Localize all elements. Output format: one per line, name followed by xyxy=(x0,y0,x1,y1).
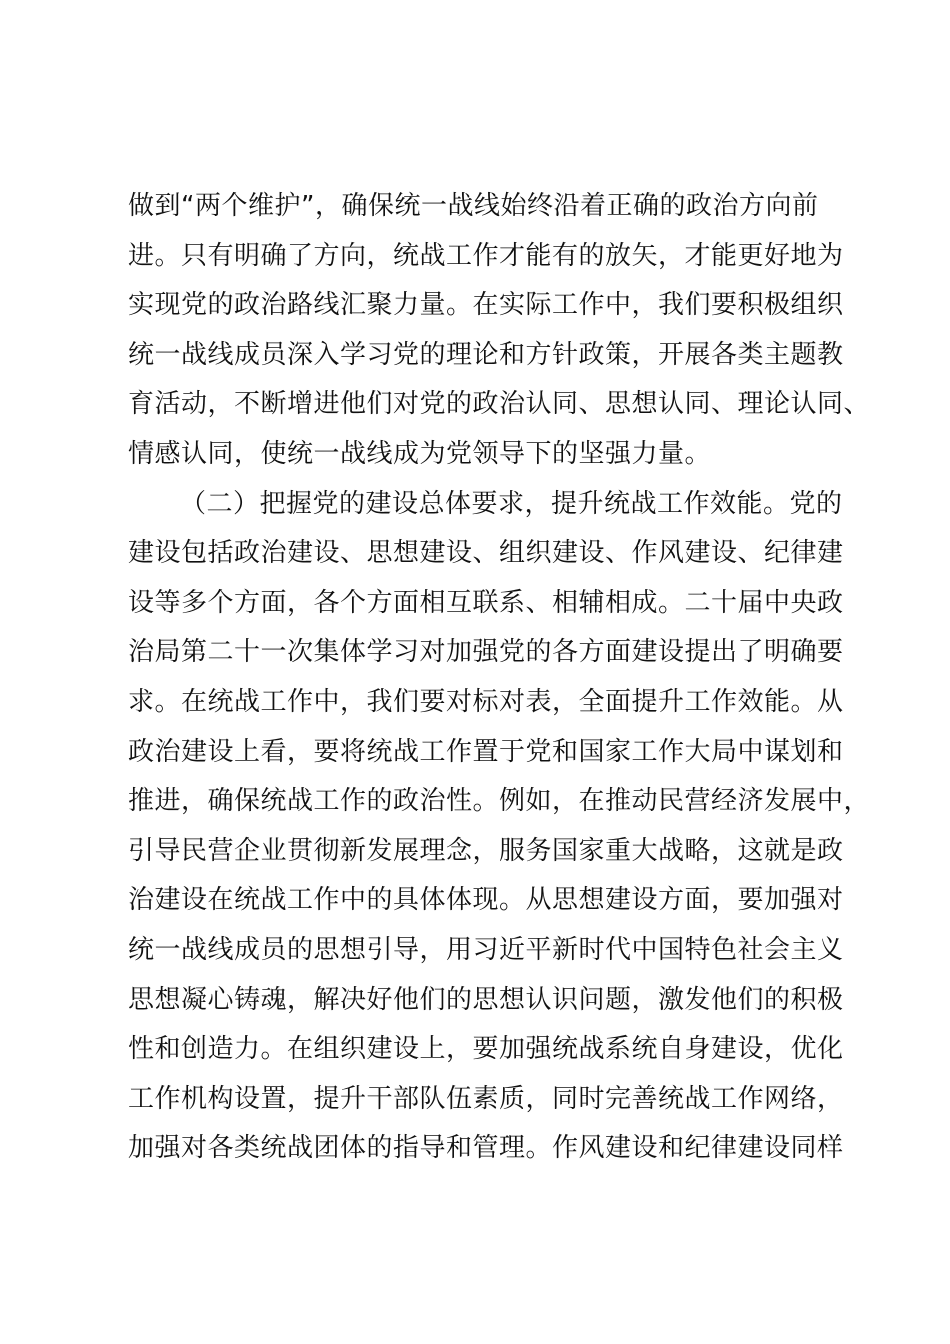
text-line: 性和创造力。在组织建设上，要加强统战系统自身建设，优化 xyxy=(128,1034,844,1065)
text-line: 推进，确保统战工作的政治性。例如，在推动民营经济发展中， xyxy=(128,786,871,817)
text-line: 加强对各类统战团体的指导和管理。作风建设和纪律建设同样 xyxy=(128,1133,844,1164)
text-line: 治局第二十一次集体学习对加强党的各方面建设提出了明确要 xyxy=(128,637,844,668)
text-line: 治建设在统战工作中的具体体现。从思想建设方面，要加强对 xyxy=(128,885,844,916)
text-line: 求。在统战工作中，我们要对标对表，全面提升工作效能。从 xyxy=(128,686,844,717)
body-text xyxy=(128,182,871,1174)
text-line: 建设包括政治建设、思想建设、组织建设、作风建设、纪律建 xyxy=(128,538,844,569)
text-line: 育活动，不断增进他们对党的政治认同、思想认同、理论认同、 xyxy=(128,389,871,420)
text-line: 政治建设上看，要将统战工作置于党和国家工作大局中谋划和 xyxy=(128,736,844,767)
text-line: 引导民营企业贯彻新发展理念，服务国家重大战略，这就是政 xyxy=(128,835,844,866)
text-line: 实现党的政治路线汇聚力量。在实际工作中，我们要积极组织 xyxy=(128,290,844,321)
section-heading-line: （二）把握党的建设总体要求，提升统战工作效能。党的 xyxy=(180,488,843,519)
text-line: 思想凝心铸魂，解决好他们的思想认识问题，激发他们的积极 xyxy=(128,984,844,1015)
text-line: 工作机构设置，提升干部队伍素质，同时完善统战工作网络， xyxy=(128,1083,844,1114)
text-line: 做到“两个维护”，确保统一战线始终沿着正确的政治方向前 xyxy=(128,191,819,221)
text-line: 情感认同，使统一战线成为党领导下的坚强力量。 xyxy=(128,438,712,469)
text-line: 进。只有明确了方向，统战工作才能有的放矢，才能更好地为 xyxy=(128,240,844,271)
text-line: 统一战线成员的思想引导，用习近平新时代中国特色社会主义 xyxy=(128,934,844,965)
text-line: 统一战线成员深入学习党的理论和方针政策，开展各类主题教 xyxy=(128,339,844,370)
text-line: 设等多个方面，各个方面相互联系、相辅相成。二十届中央政 xyxy=(128,587,844,618)
